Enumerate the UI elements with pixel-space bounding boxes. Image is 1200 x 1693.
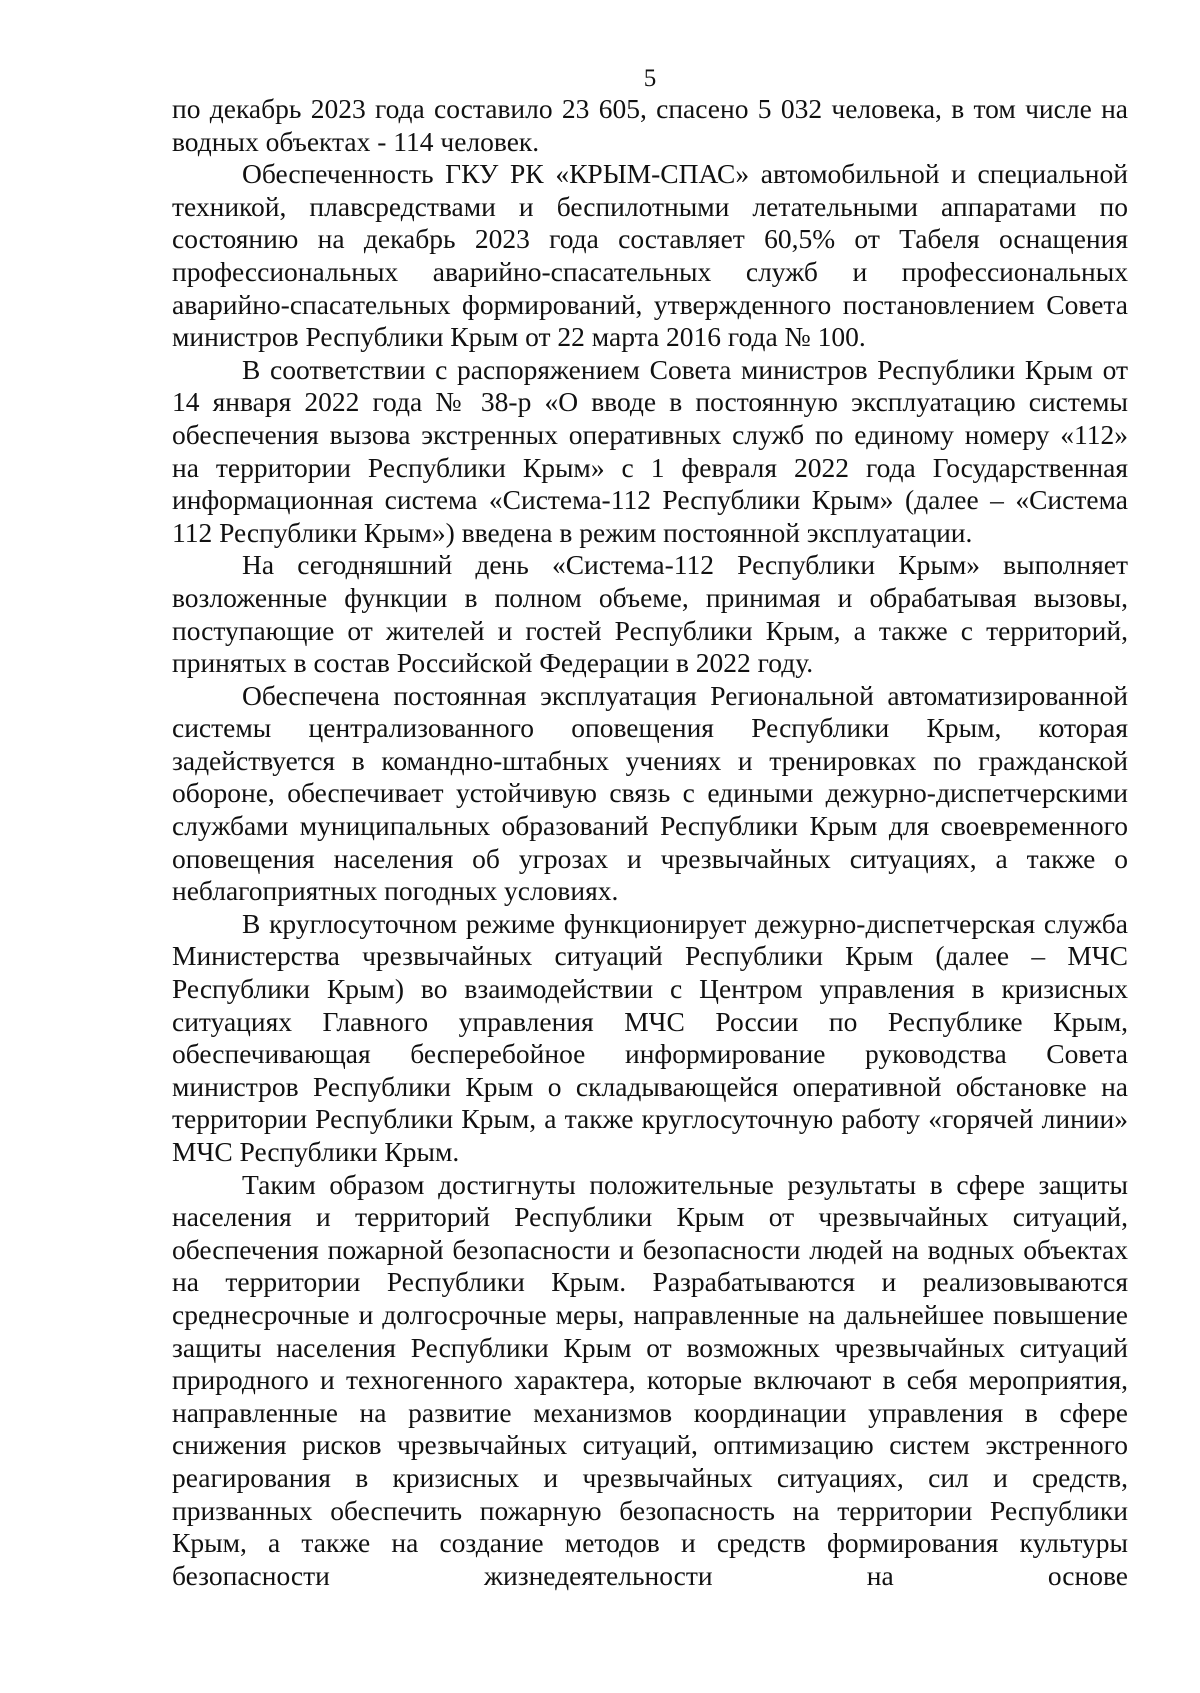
paragraph-results: Таким образом достигнуты положительные результаты в сфере защиты населения и территорий Республики Крым от чрезвычайных ситуаций, обеспечения пожарной безопасности и безопасности людей на водных объектах на территории Республики Крым. Разрабатываются и реализовываются среднесрочные и долгосрочные меры, направленные на дальнейшее повышение защиты населения Республики Крым от возможных чрезвычайных ситуаций природного и техногенного характера, которые включают в себя мероприятия, направленные на развитие механизмов координации управления в сфере снижения рисков чрезвычайных ситуаций, оптимизацию систем экстренного реагирования в кризисных и чрезвычайных ситуациях, сил и средств, призванных обеспечить пожарную безопасность на территории Республики Крым, а также на создание методов и средств формирования культуры безопасности жизнедеятельности на основе	[172, 1168, 1128, 1591]
paragraph-dispatch-service: В круглосуточном режиме функционирует дежурно-диспетчерская служба Министерства чрезвычайных ситуаций Республики Крым (далее – МЧС Республики Крым) во взаимодействии с Центром управления в кризисных ситуациях Главного управления МЧС России по Республике Крым, обеспечивающая бесперебойное информирование руководства Совета министров Республики Крым о складывающейся оперативной обстановке на территории Республики Крым, а также круглосуточную работу «горячей линии» МЧС Республики Крым.	[172, 907, 1128, 1167]
paragraph-continuation: по декабрь 2023 года составило 23 605, спасено 5 032 человека, в том числе на водных объектах - 114 человек.	[172, 93, 1128, 157]
document-body	[172, 93, 1128, 1592]
paragraph-system-112-order: В соответствии с распоряжением Совета министров Республики Крым от 14 января 2022 года № 38-р «О вводе в постоянную эксплуатацию системы обеспечения вызова экстренных оперативных служб по единому номеру «112» на территории Республики Крым» с 1 февраля 2022 года Государственная информационная система «Система-112 Республики Крым» (далее – «Система 112 Республики Крым») введена в режим постоянной эксплуатации.	[172, 353, 1128, 548]
paragraph-alert-system: Обеспечена постоянная эксплуатация Региональной автоматизированной системы централизованного оповещения Республики Крым, которая задействуется в командно-штабных учениях и тренировках по гражданской обороне, обеспечивает устойчивую связь с едиными дежурно-диспетчерскими службами муниципальных образований Республики Крым для своевременного оповещения населения об угрозах и чрезвычайных ситуациях, а также о неблагоприятных погодных условиях.	[172, 679, 1128, 907]
paragraph-system-112-functions: На сегодняшний день «Система-112 Республики Крым» выполняет возложенные функции в полном объеме, принимая и обрабатывая вызовы, поступающие от жителей и гостей Республики Крым, а также с территорий, принятых в состав Российской Федерации в 2022 году.	[172, 549, 1128, 679]
paragraph-krym-spas-equipment: Обеспеченность ГКУ РК «КРЫМ-СПАС» автомобильной и специальной техникой, плавсредствами и беспилотными летательными аппаратами по состоянию на декабрь 2023 года составляет 60,5% от Табеля оснащения профессиональных аварийно-спасательных служб и профессиональных аварийно-спасательных формирований, утвержденного постановлением Совета министров Республики Крым от 22 марта 2016 года № 100.	[172, 158, 1128, 353]
page-number: 5	[643, 65, 657, 92]
